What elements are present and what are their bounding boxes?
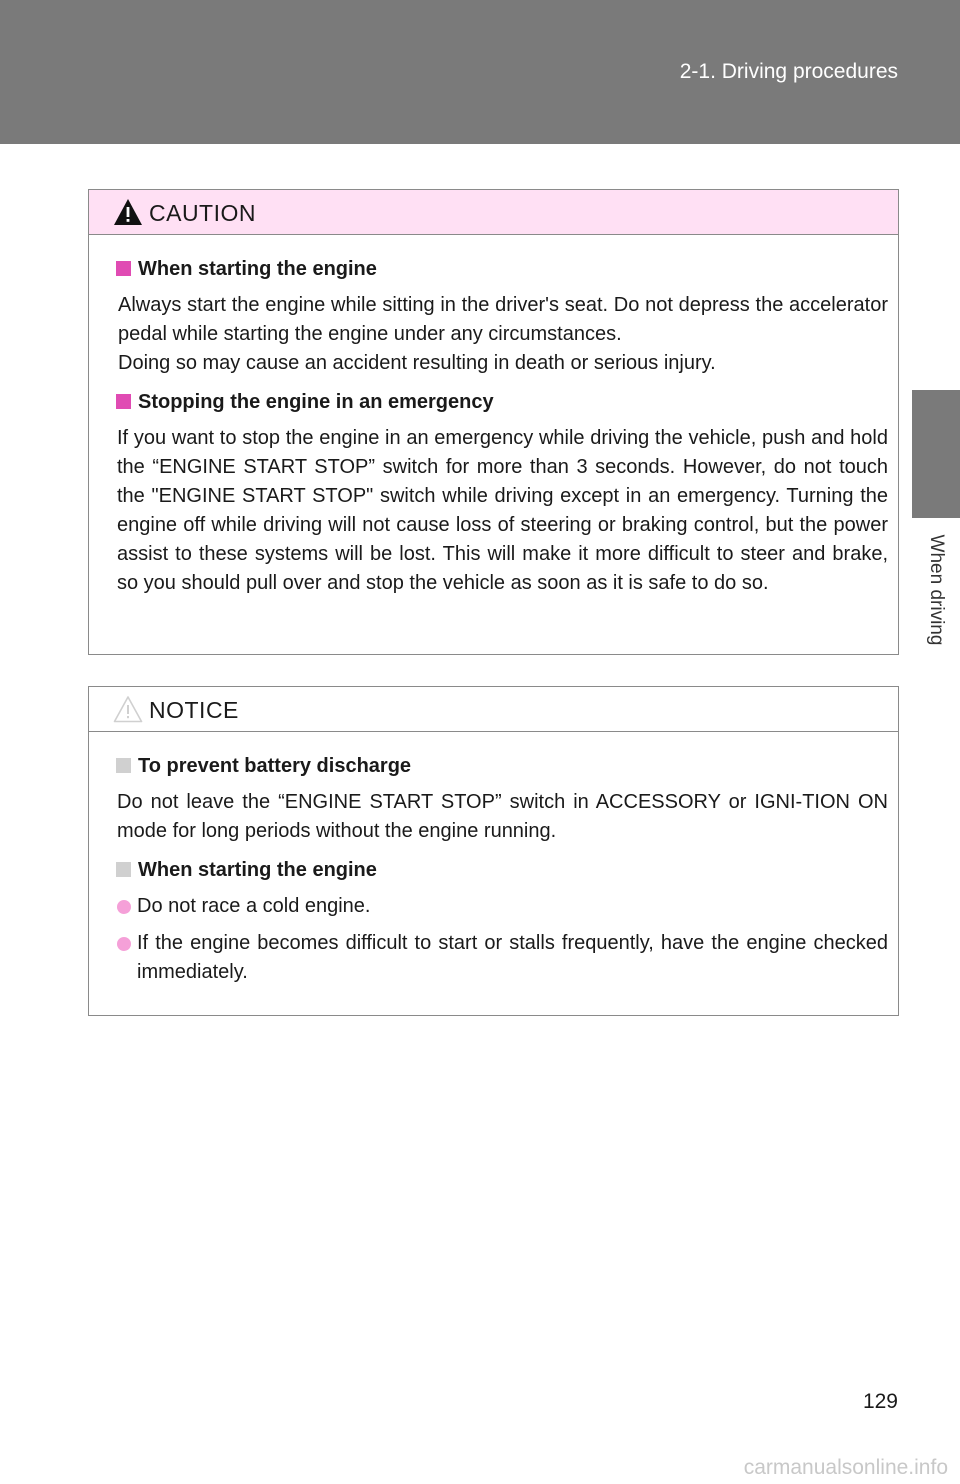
- circle-bullet-icon: [117, 900, 131, 914]
- list-item: If the engine becomes difficult to start or stalls frequently, have the engine checked immediately.: [116, 929, 888, 987]
- chapter-label: When driving: [926, 534, 947, 646]
- notice-box: [88, 686, 899, 1016]
- notice-heading: NOTICE: [149, 697, 239, 723]
- notice-item-title: To prevent battery discharge: [116, 752, 888, 780]
- caution-paragraph: If you want to stop the engine in an emergency while driving the vehicle, push and hold the “ENGINE START STOP” switch for more than 3 seconds. However, do not touch the "ENGINE START STOP" switch while driving except in an emergency. Turning the engine off while driving will not cause loss of steering or braking control, but the power assist to these systems will be lost. This will make it more difficult to steer and brake, so you should pull over and stop the vehicle as soon as it is safe to do so.: [117, 427, 888, 594]
- warning-triangle-filled-icon: [113, 198, 143, 226]
- list-item: Do not race a cold engine.: [116, 892, 888, 921]
- square-bullet-icon: [116, 862, 131, 877]
- warning-triangle-outline-icon: [113, 695, 143, 723]
- caution-item-title: When starting the engine: [116, 255, 888, 283]
- square-bullet-icon: [116, 758, 131, 773]
- notice-header: [89, 687, 898, 732]
- circle-bullet-icon: [117, 937, 131, 951]
- watermark: carmanualsonline.info: [743, 1456, 948, 1479]
- caution-box: [88, 189, 899, 655]
- caution-heading: CAUTION: [149, 200, 256, 226]
- section-title: 2-1. Driving procedures: [679, 60, 898, 83]
- page-header: [0, 0, 960, 144]
- page-number: 129: [862, 1390, 898, 1413]
- chapter-number: 2: [930, 842, 942, 863]
- square-bullet-icon: [116, 394, 131, 409]
- caution-body: [89, 235, 898, 598]
- notice-paragraph: Do not leave the “ENGINE START STOP” switch in ACCESSORY or IGNI-TION ON mode for long periods without the engine running.: [117, 791, 888, 842]
- notice-item-title: When starting the engine: [116, 856, 888, 884]
- caution-header: [89, 190, 898, 235]
- notice-body: [89, 732, 898, 987]
- square-bullet-icon: [116, 261, 131, 276]
- caution-paragraph: Always start the engine while sitting in the driver's seat. Do not depress the accelerator pedal while starting the engine under any circumstances. Doing so may cause an accident resulting in death or serious injury.: [118, 294, 888, 374]
- caution-item-title: Stopping the engine in an emergency: [116, 388, 888, 416]
